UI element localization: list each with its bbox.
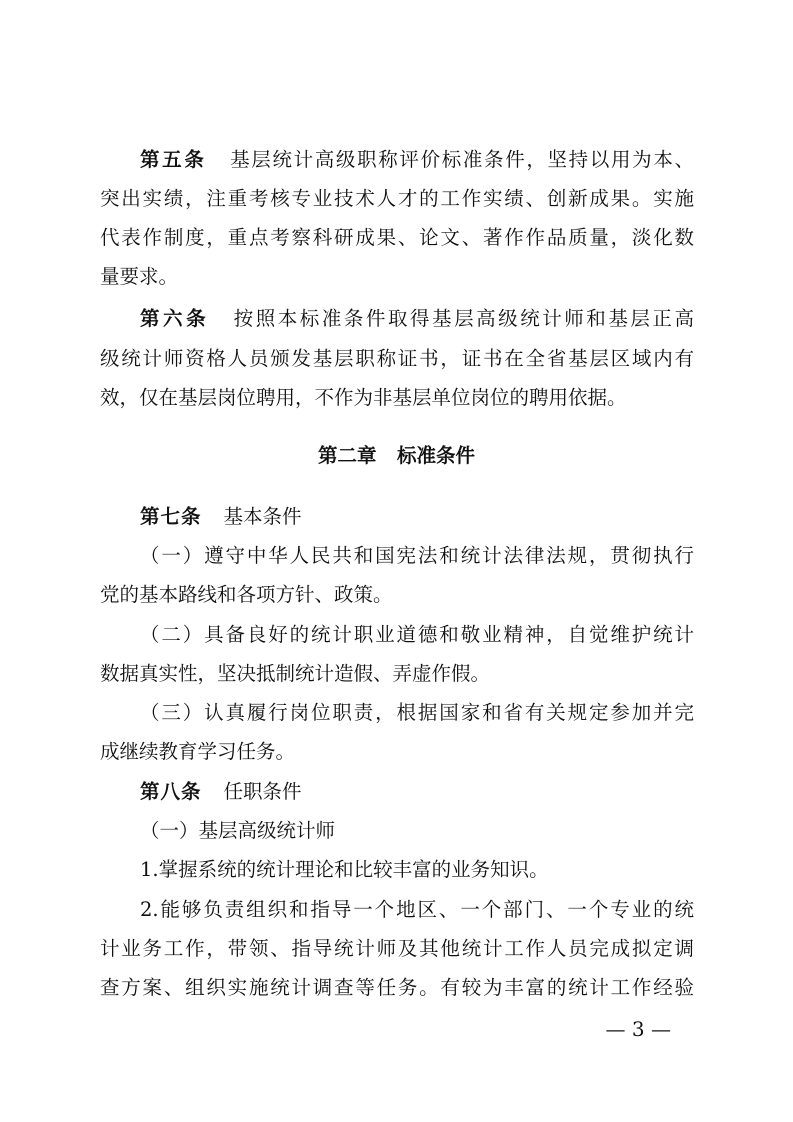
chapter-heading [0, 438, 793, 474]
article7-item2-line-2: 数据真实性，坚决抵制统计造假、弄虚作假。 [100, 662, 491, 685]
article6-line-2: 级统计师资格人员颁发基层职称证书，证书在全省基层区域内有 [100, 347, 694, 370]
article8-label: 第八条 [140, 780, 202, 803]
article8-point2-line-2: 计业务工作，带领、指导统计师及其他统计工作人员完成拟定调 [100, 937, 694, 960]
article7-item3-line-2: 成继续教育学习任务。 [100, 740, 296, 763]
article6-line-1 [140, 301, 694, 337]
article7-line-1 [140, 499, 694, 535]
article5-text-1: 基层统计高级职称评价标准条件，坚持以用为本、 [228, 148, 694, 171]
article8-title: 任职条件 [223, 780, 302, 803]
article7-item2-line-1: （二）具备良好的统计职业道德和敬业精神，自觉维护统计 [140, 623, 694, 646]
article6-label: 第六条 [140, 307, 210, 330]
article8-point2-line-3: 查方案、组织实施统计调查等任务。有较为丰富的统计工作经验 [100, 976, 694, 999]
chapter-number: 第二章 [318, 444, 377, 467]
article8-sub1: （一）基层高级统计师 [140, 819, 336, 842]
article5-line-4: 量要求。 [100, 265, 179, 288]
chapter-title: 标准条件 [396, 444, 475, 467]
article7-item1-line-1: （一）遵守中华人民共和国宪法和统计法律法规，贯彻执行 [140, 544, 694, 567]
article6-line-3: 效，仅在基层岗位聘用，不作为非基层单位岗位的聘用依据。 [100, 386, 627, 409]
article6-text-1: 按照本标准条件取得基层高级统计师和基层正高 [231, 307, 694, 330]
article5-line-1 [140, 142, 694, 178]
article7-item1-line-2: 党的基本路线和各项方针、政策。 [100, 583, 393, 606]
article5-label: 第五条 [140, 148, 207, 171]
article7-label: 第七条 [140, 505, 202, 528]
article5-line-3: 代表作制度，重点考察科研成果、论文、著作作品质量，淡化数 [100, 226, 694, 249]
article7-title: 基本条件 [223, 505, 302, 528]
article8-point1: 1.掌握系统的统计理论和比较丰富的业务知识。 [140, 858, 549, 881]
article7-item3-line-1: （三）认真履行岗位职责，根据国家和省有关规定参加并完 [140, 701, 694, 724]
article5-line-2: 突出实绩，注重考核专业技术人才的工作实绩、创新成果。实施 [100, 187, 694, 210]
article8-line-1 [140, 774, 694, 810]
article8-point2-line-1: 2.能够负责组织和指导一个地区、一个部门、一个专业的统 [140, 898, 694, 921]
page-number: — 3 — [605, 1017, 671, 1041]
